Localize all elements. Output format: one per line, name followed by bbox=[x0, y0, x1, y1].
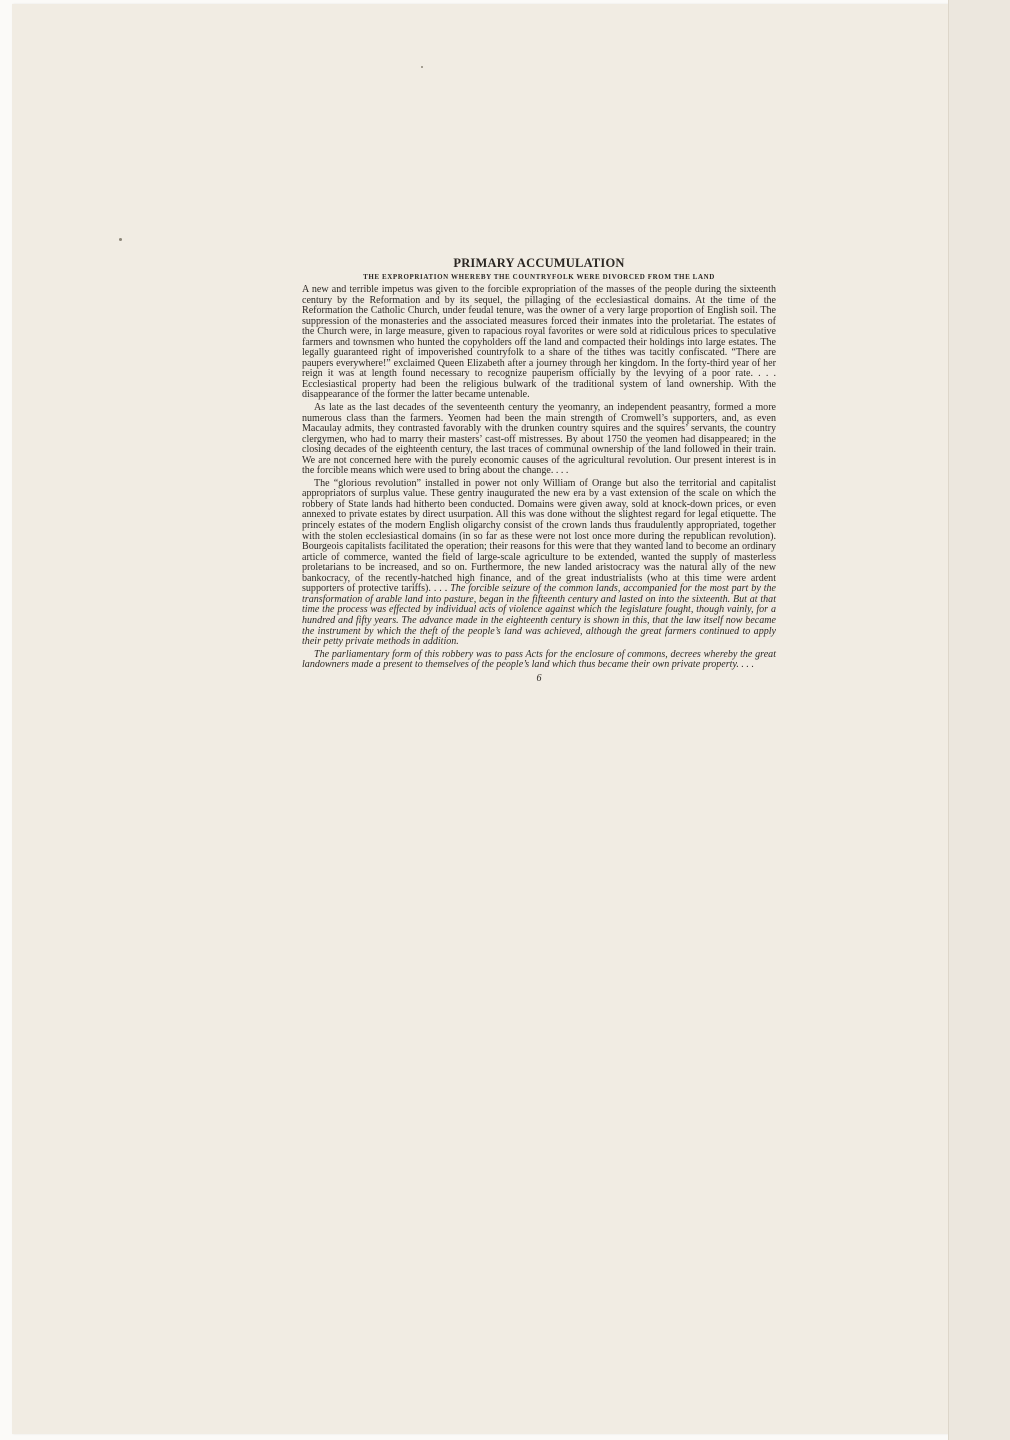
paragraph-2: As late as the last decades of the seventeenth century the yeomanry, an independent peasantry, formed a more numerous class than the farmers. Yeomen had been the main strength of Cromwell’s supporters, and, as even Macaulay admits, they contrasted favorably with the drunken country squires and the squires’ servants, the country clergymen, who had to marry their masters’ cast-off mistresses. By about 1750 the yeomen had disappeared; in the closing decades of the eighteenth century, the last traces of communal ownership of the land followed in their train. We are not concerned here with the purely economic causes of the agricultural revolution. Our present interest is in the forcible means which were used to bring about the change. . . . bbox=[302, 402, 776, 477]
page-title: PRIMARY ACCUMULATION bbox=[453, 256, 625, 270]
paragraph-3-italic: The forcible seizure of the common lands, accompanied for the most part by the transformation of arable land into pasture, began in the fifteenth century and lasted on into the sixteenth. But at that time the process was effected by individual acts of violence against which the legislature fought, though vainly, for a hundred and fifty years. The advance made in the eighteenth century is shown in this, that the law itself now became the instrument by which the theft of the people’s land was achieved, although the great farmers continued to apply their petty private methods in addition. bbox=[302, 583, 776, 648]
paper-sheet bbox=[12, 4, 958, 1434]
page-number: 6 bbox=[536, 672, 542, 684]
adjacent-sheet-edge bbox=[948, 0, 1010, 1440]
paragraph-1: A new and terrible impetus was given to the forcible expropriation of the masses of the people during the sixteenth century by the Reformation and by its sequel, the pillaging of the ecclesiastical domains. At the time of the Reformation the Catholic Church, under feudal tenure, was the owner of a very large proportion of English soil. The suppression of the monasteries and the associated measures forced their inmates into the proletariat. The estates of the Church were, in large measure, given to rapacious royal favorites or were sold at ridiculous prices to speculative farmers and townsmen who hunted the copyholders off the land and compacted their holdings into large estates. The legally guaranteed right of impoverished countryfolk to a share of the tithes was tacitly confiscated. “There are paupers everywhere!” exclaimed Queen Elizabeth after a journey through her kingdom. In the forty-third year of her reign it was at length found necessary to recognize pauperism officially by the levying of a poor rate. . . . Ecclesiastical property had been the religious bulwark of the traditional system of land ownership. With the disappearance of the former the latter became untenable. bbox=[302, 284, 776, 401]
paragraph-3-roman: The “glorious revolution” installed in power not only William of Orange but also the territorial and capitalist appropriators of surplus value. These gentry inaugurated the new era by a vast extension of the scale on which the robbery of State lands had hitherto been conducted. Domains were given away, sold at knock-down prices, or even annexed to private estates by direct usurpation. All this was done without the slightest regard for legal etiquette. The princely estates of the modern English oligarchy consist of the crown lands thus fraudulently appropriated, together with the stolen ecclesiastical domains (in so far as these were not lost once more during the republican revolution). Bourgeois capitalists facilitated the operation; their reasons for this were that they wanted land to become an ordinary article of commerce, wanted the field of large-scale agriculture to be extended, wanted the supply of masterless proletarians to be increased, and so on. Furthermore, the new landed aristocracy was the natural ally of the new bankocracy, of the recently-hatched high finance, and of the great industrialists (who at this time were ardent supporters of protective tariffs). . . . bbox=[302, 477, 776, 595]
body-text bbox=[302, 285, 776, 671]
paper-speck bbox=[421, 66, 423, 68]
paper-speck bbox=[119, 238, 122, 241]
paragraph-4: The parliamentary form of this robbery was to pass Acts for the enclosure of commons, decrees whereby the great landowners made a present to themselves of the people’s land which thus became their own private property. . . . bbox=[302, 648, 776, 671]
text-block bbox=[302, 256, 776, 684]
page-subtitle: THE EXPROPRIATION WHEREBY THE COUNTRYFOLK WERE DIVORCED FROM THE LAND bbox=[363, 273, 715, 281]
paragraph-3 bbox=[302, 479, 776, 648]
